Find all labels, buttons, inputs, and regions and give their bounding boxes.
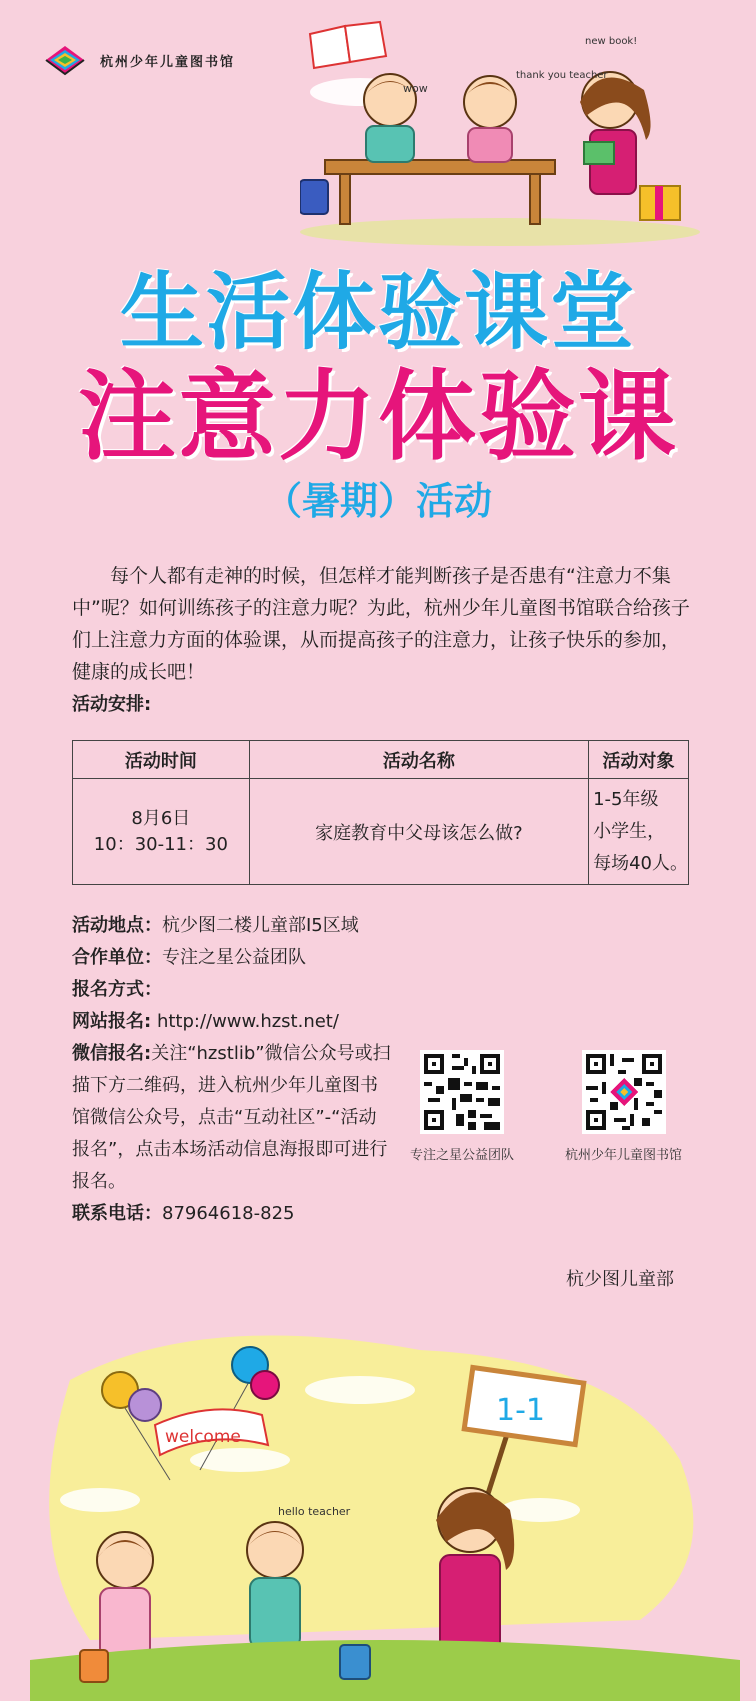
- partner-value: 专注之星公益团队: [162, 947, 306, 968]
- qr-caption-library: 杭州少年儿童图书馆: [565, 1148, 683, 1163]
- open-book-icon: [310, 22, 386, 68]
- hello-teacher-text: hello teacher: [278, 1505, 351, 1518]
- gift-icon: [640, 186, 680, 220]
- header-time: 活动时间: [73, 741, 250, 779]
- wechat-value: 关注“hzstlib”微信公众号或扫描下方二维码，进入杭州少年儿童图书馆微信公众号，点击“互动社区”-“活动报名”，点击本场活动信息海报即可进行报名。: [72, 1043, 391, 1192]
- boy-figure-middle: [246, 1522, 304, 1648]
- cell-target: [589, 779, 689, 885]
- intro-paragraph: 每个人都有走神的时候，但怎样才能判断孩子是否患有“注意力不集中”呢？如何训练孩子的注意力呢？为此，杭州少年儿童图书馆联合给孩子们上注意力方面的体验课，从而提高孩子的注意力，让孩子快乐的参加，健康的成长吧！: [72, 565, 690, 683]
- signup-row: [72, 974, 402, 1006]
- title-line-3: （暑期）活动: [263, 479, 492, 523]
- wechat-label: 微信报名:: [72, 1043, 152, 1064]
- welcome-text: welcome: [165, 1427, 241, 1447]
- header-name: 活动名称: [249, 741, 588, 779]
- phone-label: 联系电话：: [72, 1203, 162, 1224]
- qr-code-icon: [420, 1050, 504, 1134]
- boy-figure: [364, 74, 428, 162]
- partner-label: 合作单位：: [72, 947, 162, 968]
- title-line-1: 生活体验课堂: [119, 263, 636, 361]
- qr-block-team: [410, 1050, 514, 1163]
- bag-icon: [340, 1645, 370, 1679]
- signup-label: 报名方式：: [72, 979, 162, 1000]
- event-date: 8月6日: [131, 807, 191, 829]
- girl-figure-left: [96, 1532, 154, 1658]
- phone-row: [72, 1198, 402, 1230]
- schedule-label: 活动安排:: [72, 694, 152, 715]
- partner-row: [72, 942, 402, 974]
- title-line-2: 注意力体验课: [77, 360, 678, 474]
- sign-text: 1-1: [496, 1393, 545, 1428]
- event-details: [72, 910, 402, 1230]
- event-time: 10：30-11：30: [93, 833, 228, 855]
- web-link[interactable]: http://www.hzst.net/: [156, 1011, 339, 1032]
- cell-event-name: 家庭教育中父母该怎么做?: [249, 779, 588, 885]
- wechat-row: [72, 1038, 392, 1198]
- bag-icon: [300, 180, 328, 214]
- qr-code-icon: [582, 1050, 666, 1134]
- cell-time: [73, 779, 250, 885]
- wow-text: wow: [403, 82, 428, 95]
- welcome-illustration: [0, 1320, 756, 1701]
- table-row: [73, 779, 689, 885]
- web-label: 网站报名:: [72, 1011, 152, 1032]
- location-value: 杭少图二楼儿童部I5区域: [162, 915, 359, 936]
- target-line-3: 每场40人。: [593, 852, 688, 874]
- department-signature: 杭少图儿童部: [566, 1269, 674, 1290]
- qr-block-library: [565, 1050, 682, 1163]
- target-line-1: 1-5年级: [593, 788, 659, 810]
- target-line-2: 小学生，: [593, 820, 666, 842]
- qr-caption-team: 专注之星公益团队: [410, 1148, 515, 1163]
- header-target: 活动对象: [589, 741, 689, 779]
- book-logo-icon: [42, 42, 88, 78]
- library-name: 杭州少年儿童图书馆: [100, 54, 236, 70]
- table-header-row: [73, 741, 689, 779]
- girl-figure: [462, 76, 518, 162]
- new-book-text: new book!: [585, 36, 638, 47]
- thank-you-text: thank you teacher: [516, 70, 608, 81]
- classroom-illustration: [300, 20, 740, 250]
- schedule-table: [72, 740, 689, 885]
- location-label: 活动地点：: [72, 915, 162, 936]
- location-row: [72, 910, 402, 942]
- web-row: [72, 1006, 402, 1038]
- phone-value: 87964618-825: [162, 1203, 295, 1224]
- library-logo: [42, 42, 235, 78]
- bag-icon: [80, 1650, 108, 1682]
